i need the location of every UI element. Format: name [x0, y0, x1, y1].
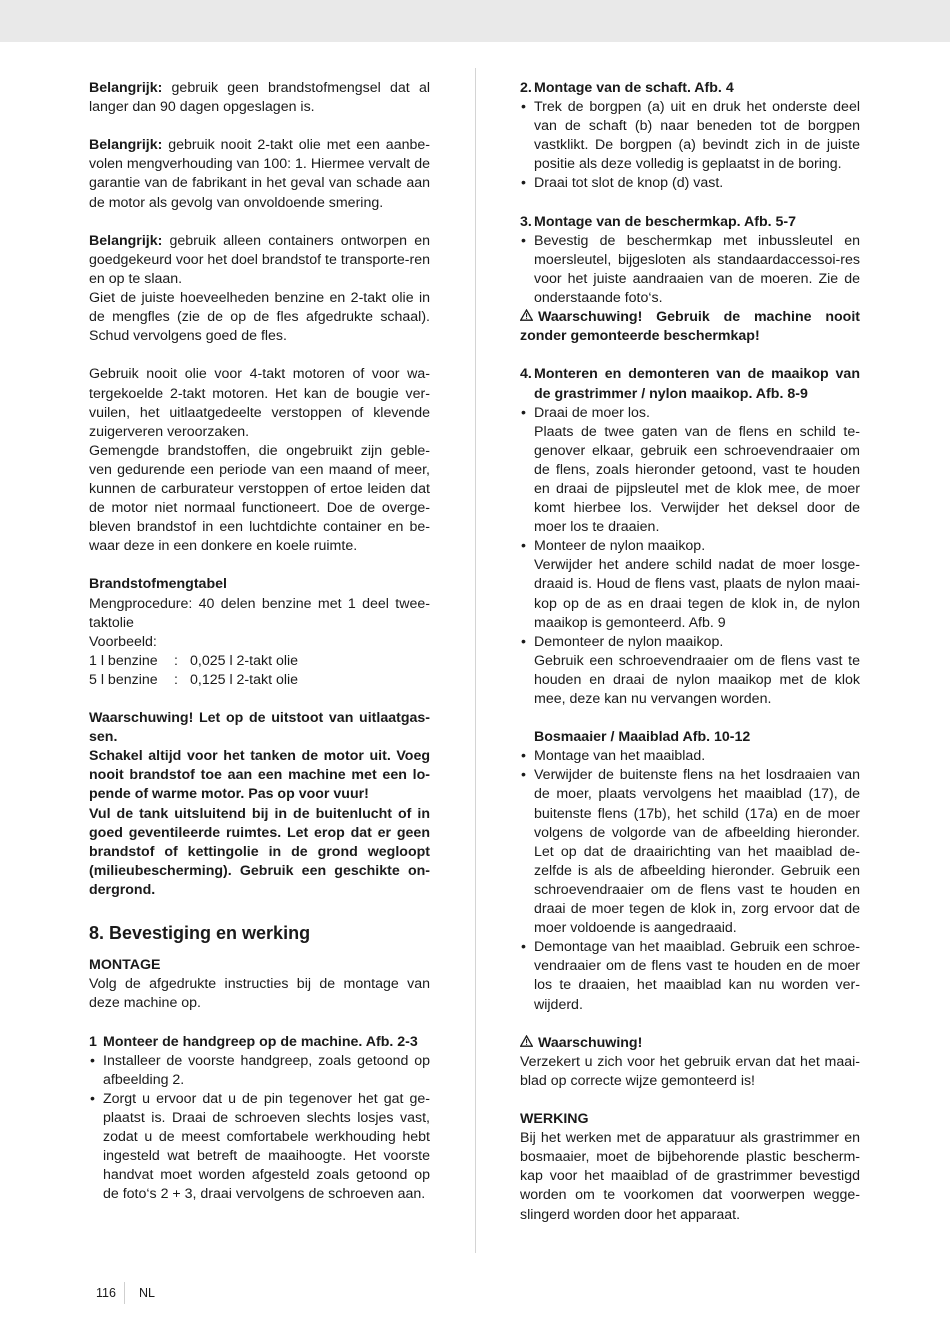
step-title: Monteer de handgreep op de machine. Afb. 2-3 — [103, 1033, 418, 1050]
warning-title: Waarschuwing! — [538, 1034, 643, 1051]
page-number: 116 — [96, 1286, 116, 1300]
left-column — [89, 79, 430, 1204]
warning-ventilation: Vul de tank uitsluitend bij in de buitenlucht of in goed geventileerde ruimtes. Let erop dat er geen brandstof of kettingolie in de grond wegloopt (milieubescherming). Gebruik een geschikte on-dergrond. — [89, 805, 430, 898]
item-title: Monteer de nylon maaikop. — [534, 538, 706, 555]
step-number: 2. — [520, 80, 532, 96]
section-title: 8. Bevestiging en werking — [89, 923, 311, 944]
list-item — [520, 633, 860, 709]
list-item: • Bevestig de beschermkap met inbussleutel en moersleutel, bijgesloten als standaardaccessoi-res voor het juiste aandraaien van de moeren. Zie de onderstaande foto‘s. — [520, 232, 860, 308]
label-important: Belangrijk: — [89, 137, 163, 154]
step-title: Montage van de schaft. Afb. 4 — [534, 80, 734, 96]
item-title: Draai de moer los. — [534, 404, 650, 421]
table-cell: 0,125 l 2-takt olie — [190, 671, 299, 688]
warning-triangle-icon — [520, 308, 534, 327]
step-1-title — [89, 1033, 430, 1052]
fuel-table-title: Brandstofmengtabel — [89, 576, 227, 593]
right-column — [520, 79, 860, 1225]
fuel-table — [89, 652, 430, 690]
label-important: Belangrijk: — [89, 80, 163, 96]
paragraph-oil: Gebruik nooit olie voor 4-takt motoren of voor wa-tergekoelde 2-takt motoren. Het kan de bougie ver-vuilen, het uitlaatgedeelte verstoppen of klevende zuigerveren veroorzaken. — [89, 366, 430, 440]
warning-exhaust: Waarschuwing! Let op de uitstoot van uitlaatgas-sen. — [89, 710, 430, 746]
warning-heading — [520, 1034, 860, 1053]
bosmaaier-title: Bosmaaier / Maaiblad Afb. 10-12 — [534, 729, 751, 746]
step-2-list — [520, 98, 860, 193]
step-number: 1 — [89, 1033, 97, 1050]
werking-heading: WERKING — [520, 1111, 589, 1128]
item-title: Demonteer de nylon maaikop. — [534, 633, 724, 650]
fuel-table-procedure: Mengprocedure: 40 delen benzine met 1 deel twee-taktolie — [89, 595, 430, 631]
language-code: NL — [139, 1286, 155, 1300]
list-item: • Montage van het maaiblad. — [520, 747, 860, 766]
text: gebruik nooit 2-takt olie met een aanbe-volen mengverhouding van 100: 1. Hiermee vervalt de garantie van de fabrikant in het geval van schade aan de motor als gevolg van onvoldoende smering. — [89, 137, 430, 211]
list-item: • Demontage van het maaiblad. Gebruik een schroe-vendraaier om de flens vast te houden en de moer los te draaien, het maaiblad kan nu worden ver-wijderd. — [520, 938, 860, 1014]
table-cell: 0,025 l 2-takt olie — [190, 652, 299, 669]
paragraph-storage: Gemengde brandstoffen, die ongebruikt zijn geble-ven gedurende een periode van een maand of meer, kunnen de carburateur verstoppen of ertoe leiden dat de motor niet normaal functioneert. Doe de overge-bleven brandstof in een luchtdichte container en be-waar deze in een donkere en koele ruimte. — [89, 442, 430, 555]
step-title: Monteren en demonteren van de maaikop van de grastrimmer / nylon maaikop. Afb. 8-9 — [534, 366, 860, 402]
step-3-list — [520, 232, 860, 308]
table-cell: : — [174, 652, 178, 669]
text: gebruik geen brandstofmengsel dat al langer dan 90 dagen opgeslagen is. — [89, 80, 430, 116]
step-number: 3. — [520, 213, 532, 230]
warning-triangle-icon — [520, 1034, 534, 1053]
label-important: Belangrijk: — [89, 232, 163, 249]
list-item: • Trek de borgpen (a) uit en druk het onderste deel van de schaft (b) naar beneden tot de borgpen vastklikt. De borgpen (a) bevindt zich in de juiste positie als deze volledig is geplaatst in de boring. — [520, 98, 860, 174]
item-text: Gebruik een schroevendraaier om de flens vast te houden en draai de nylon maaikop met de klok mee, deze kan nu vervangen worden. — [534, 652, 860, 707]
item-text: Plaats de twee gaten van de flens en schild te-genover elkaar, gebruik een schroevendraaier om de flens, zoals hieronder getoond, vast te houden en draai de pijpsleutel met de klok mee, de moer komt hierbee los. Verwijder het deksel door de moer los te draaien. — [534, 423, 860, 536]
montage-text: Volg de afgedrukte instructies bij de montage van deze machine op. — [89, 976, 430, 1012]
table-cell: : — [174, 671, 178, 688]
list-item: • Verwijder de buitenste flens na het losdraaien van de moer, plaats vervolgens het maaiblad (17), de buitenste flens (17b), het schild (17a) en de moer volgens de volgorde van de afbeelding hieronder. Let op dat de draairichting van het maaiblad de-zelfde is als de afbeelding hieronder. Gebruik een schroevendraaier om de flens vast te houden en draai de moer tegen de klok in, zorg ervoor dat de moer voldoende is aangedraaid. — [520, 766, 860, 938]
warning-engine-off: Schakel altijd voor het tanken de motor uit. Voeg nooit brandstof toe aan een machine met een lo-pende of warme motor. Pas op voor vuur! — [89, 748, 430, 803]
fuel-table-example: Voorbeeld: — [89, 633, 157, 650]
list-item: • Installeer de voorste handgreep, zoals getoond op afbeelding 2. — [89, 1052, 430, 1090]
step-4-list — [520, 404, 860, 710]
footer-divider — [124, 1282, 125, 1304]
step-number: 4. — [520, 366, 532, 383]
paragraph-important-2 — [89, 136, 430, 212]
paragraph-important-1 — [89, 79, 430, 117]
table-cell: 1 l benzine — [89, 652, 158, 669]
step-title: Montage van de beschermkap. Afb. 5-7 — [534, 213, 797, 230]
warning-text: Waarschuwing! Gebruik de machine nooit zonder gemonteerde beschermkap! — [520, 309, 860, 345]
step-2-title — [520, 79, 860, 98]
list-item: • Zorgt u ervoor dat u de pin tegenover het gat ge-plaatst is. Draai de schroeven slechts losjes vast, zodat u de meest comfortabele werkhouding hebt ingesteld wat betreft de maaihoogte. Het voorste handvat moet worden afgesteld zoals getoond op de foto‘s 2 + 3, draai vervolgens de schroeven aan. — [89, 1090, 430, 1205]
step-4-title — [520, 365, 860, 403]
paragraph-mixing: Giet de juiste hoeveelheden benzine en 2-takt olie in de mengfles (zie de op de fles afgedrukte schaal). Schud vervolgens goed de fles. — [89, 290, 430, 345]
montage-heading: MONTAGE — [89, 957, 161, 974]
paragraph-important-3 — [89, 232, 430, 289]
list-item: • Draai tot slot de knop (d) vast. — [520, 174, 860, 193]
step-1-list — [89, 1052, 430, 1205]
list-item — [520, 404, 860, 538]
list-item — [520, 537, 860, 632]
werking-text: Bij het werken met de apparatuur als grastrimmer en bosmaaier, moet de bijbehorende plastic bescherm-kap voor het maaiblad of de grastrimmer bevestigd worden om te voorkomen dat voorwerpen wegge-slingerd worden door het apparaat. — [520, 1130, 860, 1223]
warning-text: Verzekert u zich voor het gebruik ervan dat het maai-blad op correcte wijze gemonteerd is! — [520, 1053, 860, 1089]
column-divider — [475, 68, 476, 1253]
table-cell: 5 l benzine — [89, 671, 158, 688]
step-3-title — [520, 213, 860, 232]
top-banner — [0, 0, 950, 42]
bosmaaier-list — [520, 747, 860, 1014]
item-text: Verwijder het andere schild nadat de moer losge-draaid is. Houd de flens vast, plaats de nylon maai-kop op de as en draai tegen de klok in, de nylon maaikop is gemonteerd. Afb. 9 — [534, 557, 860, 631]
text: gebruik alleen containers ontworpen en goedgekeurd voor het doel brandstof te transporte-ren en op te slaan. — [89, 232, 430, 287]
warning-guard — [520, 308, 860, 346]
